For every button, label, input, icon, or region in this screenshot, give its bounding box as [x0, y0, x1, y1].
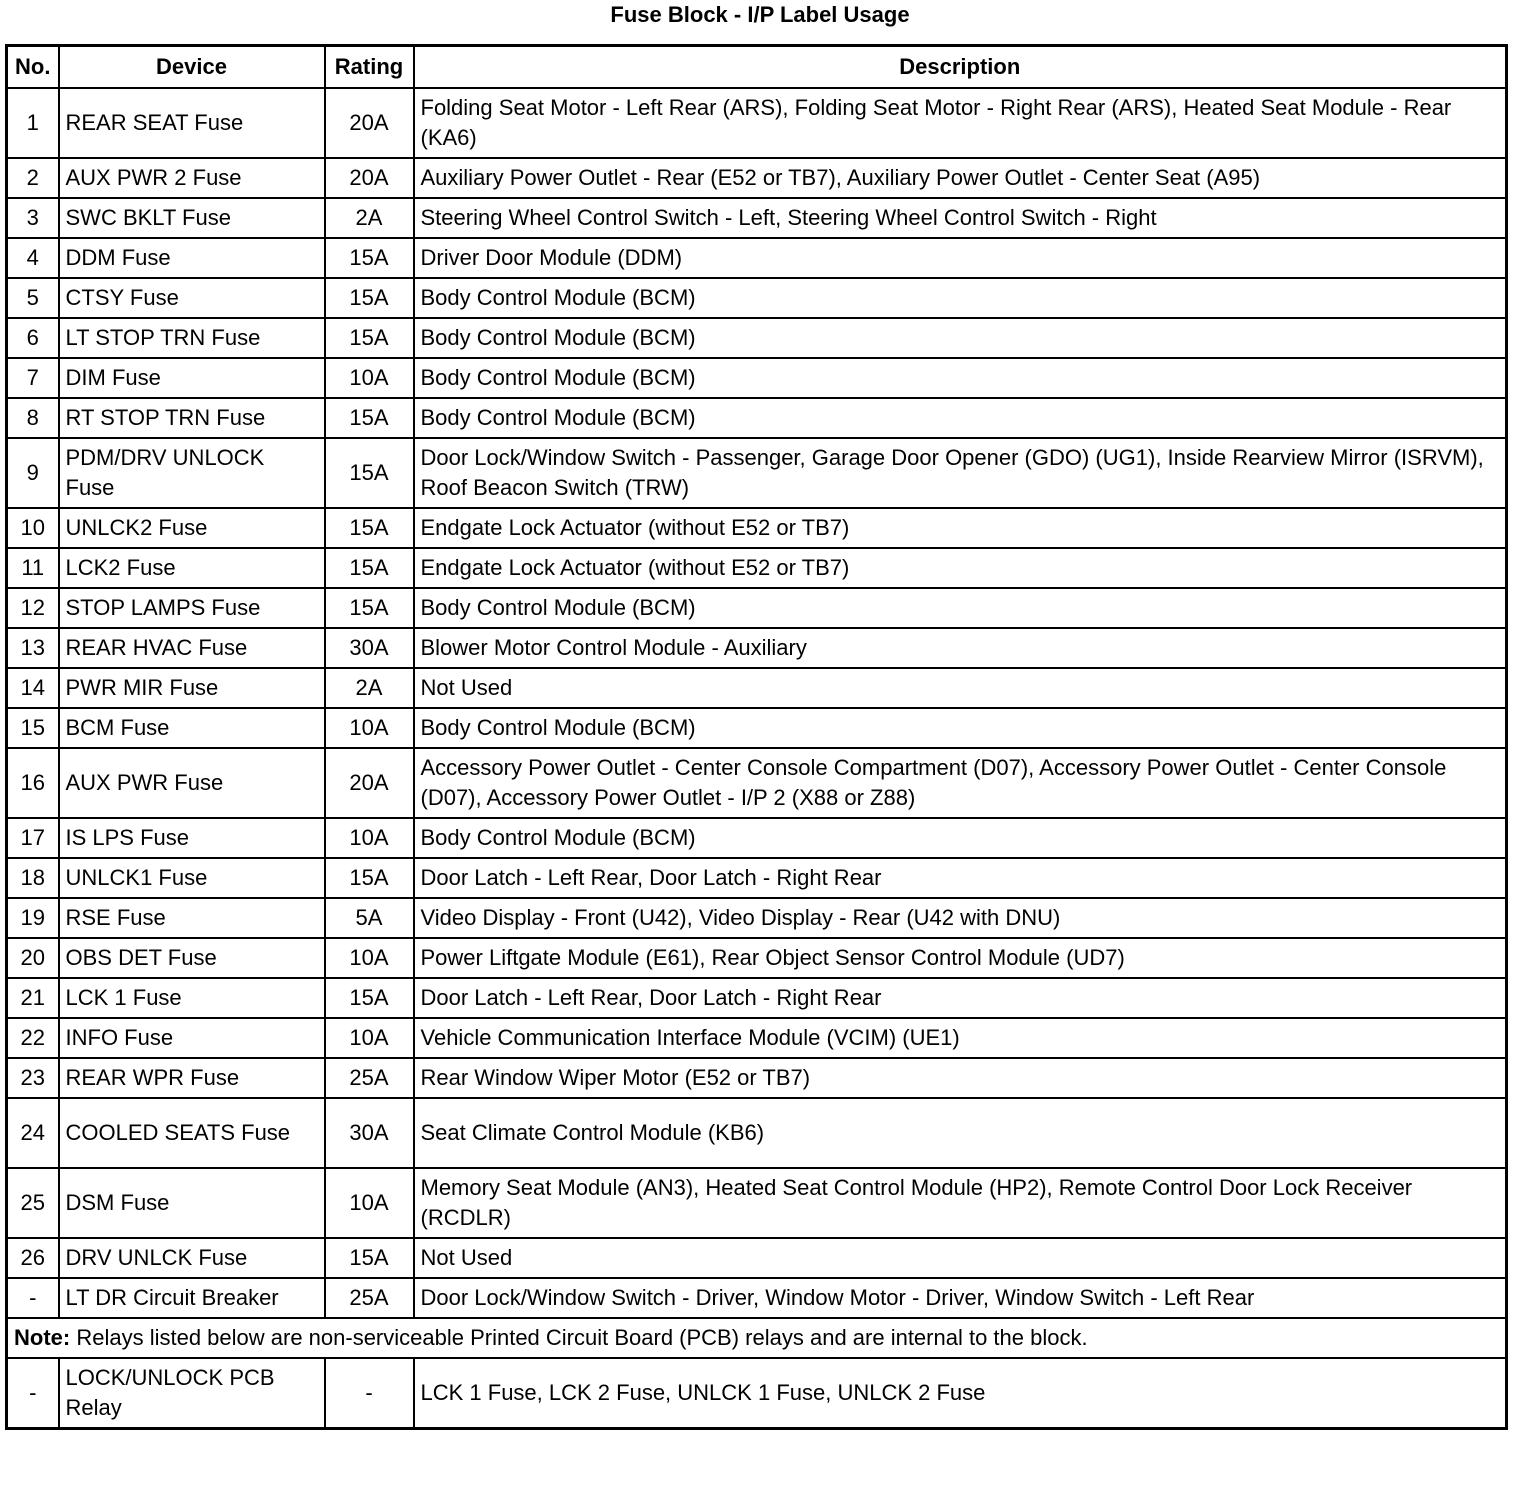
cell-device: PDM/DRV UNLOCK Fuse	[59, 438, 325, 508]
cell-description: Steering Wheel Control Switch - Left, Steering Wheel Control Switch - Right	[414, 198, 1507, 238]
cell-description: Video Display - Front (U42), Video Display - Rear (U42 with DNU)	[414, 898, 1507, 938]
table-row	[7, 978, 1507, 1018]
cell-no: 8	[7, 398, 59, 438]
cell-description: Body Control Module (BCM)	[414, 818, 1507, 858]
cell-no: 14	[7, 668, 59, 708]
note-label: Note:	[14, 1325, 71, 1350]
table-row	[7, 1238, 1507, 1278]
table-row	[7, 1278, 1507, 1318]
cell-device: COOLED SEATS Fuse	[59, 1098, 325, 1168]
header-row	[7, 46, 1507, 89]
table-row	[7, 548, 1507, 588]
cell-no: 16	[7, 748, 59, 818]
cell-rating: 2A	[325, 668, 414, 708]
cell-no: 21	[7, 978, 59, 1018]
cell-no: 6	[7, 318, 59, 358]
cell-device: SWC BKLT Fuse	[59, 198, 325, 238]
cell-description: Body Control Module (BCM)	[414, 278, 1507, 318]
header-no: No.	[7, 46, 59, 89]
cell-no: 7	[7, 358, 59, 398]
cell-description: Body Control Module (BCM)	[414, 358, 1507, 398]
cell-no: 18	[7, 858, 59, 898]
cell-description: Door Latch - Left Rear, Door Latch - Right Rear	[414, 978, 1507, 1018]
cell-description: LCK 1 Fuse, LCK 2 Fuse, UNLCK 1 Fuse, UNLCK 2 Fuse	[414, 1358, 1507, 1429]
cell-device: DSM Fuse	[59, 1168, 325, 1238]
cell-no: 17	[7, 818, 59, 858]
cell-description: Endgate Lock Actuator (without E52 or TB7)	[414, 508, 1507, 548]
cell-no: 10	[7, 508, 59, 548]
cell-no: 12	[7, 588, 59, 628]
cell-rating: 15A	[325, 978, 414, 1018]
cell-description: Not Used	[414, 1238, 1507, 1278]
note-row	[7, 1318, 1507, 1358]
cell-no: 4	[7, 238, 59, 278]
table-row	[7, 898, 1507, 938]
cell-device: CTSY Fuse	[59, 278, 325, 318]
cell-description: Rear Window Wiper Motor (E52 or TB7)	[414, 1058, 1507, 1098]
cell-rating: 15A	[325, 858, 414, 898]
table-row	[7, 438, 1507, 508]
table-row	[7, 358, 1507, 398]
cell-description: Door Lock/Window Switch - Passenger, Garage Door Opener (GDO) (UG1), Inside Rearview Mirror (ISRVM), Roof Beacon Switch (TRW)	[414, 438, 1507, 508]
cell-device: DIM Fuse	[59, 358, 325, 398]
cell-rating: 30A	[325, 628, 414, 668]
table-row	[7, 398, 1507, 438]
cell-no: 15	[7, 708, 59, 748]
cell-description: Body Control Module (BCM)	[414, 318, 1507, 358]
cell-device: RT STOP TRN Fuse	[59, 398, 325, 438]
cell-rating: 10A	[325, 1168, 414, 1238]
cell-description: Body Control Module (BCM)	[414, 708, 1507, 748]
cell-no: 19	[7, 898, 59, 938]
cell-device: BCM Fuse	[59, 708, 325, 748]
cell-description: Door Lock/Window Switch - Driver, Window Motor - Driver, Window Switch - Left Rear	[414, 1278, 1507, 1318]
cell-rating: 20A	[325, 158, 414, 198]
note-cell	[7, 1318, 1507, 1358]
cell-description: Folding Seat Motor - Left Rear (ARS), Folding Seat Motor - Right Rear (ARS), Heated Seat Module - Rear (KA6)	[414, 88, 1507, 158]
cell-no: 9	[7, 438, 59, 508]
cell-description: Door Latch - Left Rear, Door Latch - Right Rear	[414, 858, 1507, 898]
cell-no: 1	[7, 88, 59, 158]
cell-rating: 20A	[325, 88, 414, 158]
cell-device: DRV UNLCK Fuse	[59, 1238, 325, 1278]
table-row	[7, 508, 1507, 548]
cell-rating: 10A	[325, 358, 414, 398]
cell-no: 24	[7, 1098, 59, 1168]
table-row	[7, 1018, 1507, 1058]
cell-rating: 25A	[325, 1278, 414, 1318]
table-row	[7, 1098, 1507, 1168]
table-row	[7, 238, 1507, 278]
cell-device: LOCK/UNLOCK PCB Relay	[59, 1358, 325, 1429]
cell-rating: 15A	[325, 278, 414, 318]
cell-no: 2	[7, 158, 59, 198]
cell-device: LCK 1 Fuse	[59, 978, 325, 1018]
relay-row	[7, 1358, 1507, 1429]
cell-device: LT STOP TRN Fuse	[59, 318, 325, 358]
cell-device: REAR SEAT Fuse	[59, 88, 325, 158]
cell-rating: 15A	[325, 438, 414, 508]
cell-description: Not Used	[414, 668, 1507, 708]
cell-device: DDM Fuse	[59, 238, 325, 278]
cell-rating: 30A	[325, 1098, 414, 1168]
table-row	[7, 708, 1507, 748]
cell-rating: 15A	[325, 588, 414, 628]
cell-description: Body Control Module (BCM)	[414, 588, 1507, 628]
cell-description: Body Control Module (BCM)	[414, 398, 1507, 438]
cell-description: Blower Motor Control Module - Auxiliary	[414, 628, 1507, 668]
cell-rating: 5A	[325, 898, 414, 938]
table-row	[7, 668, 1507, 708]
cell-rating: 2A	[325, 198, 414, 238]
cell-rating: 15A	[325, 548, 414, 588]
cell-no: 11	[7, 548, 59, 588]
cell-rating: 10A	[325, 708, 414, 748]
header-rating: Rating	[325, 46, 414, 89]
cell-no: 26	[7, 1238, 59, 1278]
cell-rating: 15A	[325, 318, 414, 358]
table-row	[7, 1058, 1507, 1098]
cell-no: 22	[7, 1018, 59, 1058]
cell-no: 25	[7, 1168, 59, 1238]
table-row	[7, 628, 1507, 668]
cell-description: Endgate Lock Actuator (without E52 or TB7)	[414, 548, 1507, 588]
cell-description: Power Liftgate Module (E61), Rear Object Sensor Control Module (UD7)	[414, 938, 1507, 978]
cell-device: REAR WPR Fuse	[59, 1058, 325, 1098]
table-row	[7, 88, 1507, 158]
header-device: Device	[59, 46, 325, 89]
cell-no: 13	[7, 628, 59, 668]
table-row	[7, 158, 1507, 198]
page-title: Fuse Block - I/P Label Usage	[610, 2, 910, 27]
cell-rating: 15A	[325, 508, 414, 548]
cell-description: Driver Door Module (DDM)	[414, 238, 1507, 278]
cell-rating: -	[325, 1358, 414, 1429]
cell-rating: 20A	[325, 748, 414, 818]
cell-device: AUX PWR 2 Fuse	[59, 158, 325, 198]
table-row	[7, 318, 1507, 358]
cell-no: 20	[7, 938, 59, 978]
cell-no: 23	[7, 1058, 59, 1098]
cell-description: Memory Seat Module (AN3), Heated Seat Control Module (HP2), Remote Control Door Lock Receiver (RCDLR)	[414, 1168, 1507, 1238]
cell-no: -	[7, 1358, 59, 1429]
cell-no: -	[7, 1278, 59, 1318]
cell-no: 3	[7, 198, 59, 238]
cell-description: Seat Climate Control Module (KB6)	[414, 1098, 1507, 1168]
cell-device: LCK2 Fuse	[59, 548, 325, 588]
header-description: Description	[414, 46, 1507, 89]
cell-device: UNLCK1 Fuse	[59, 858, 325, 898]
cell-rating: 10A	[325, 818, 414, 858]
note-text: Relays listed below are non-serviceable Printed Circuit Board (PCB) relays and are internal to the block.	[70, 1325, 1088, 1350]
cell-rating: 15A	[325, 398, 414, 438]
table-row	[7, 938, 1507, 978]
table-row	[7, 278, 1507, 318]
cell-description: Accessory Power Outlet - Center Console Compartment (D07), Accessory Power Outlet - Center Console (D07), Accessory Power Outlet - I/P 2 (X88 or Z88)	[414, 748, 1507, 818]
cell-device: PWR MIR Fuse	[59, 668, 325, 708]
cell-rating: 15A	[325, 238, 414, 278]
cell-device: AUX PWR Fuse	[59, 748, 325, 818]
table-row	[7, 818, 1507, 858]
cell-device: LT DR Circuit Breaker	[59, 1278, 325, 1318]
cell-device: UNLCK2 Fuse	[59, 508, 325, 548]
cell-rating: 25A	[325, 1058, 414, 1098]
cell-rating: 10A	[325, 938, 414, 978]
cell-rating: 10A	[325, 1018, 414, 1058]
cell-device: RSE Fuse	[59, 898, 325, 938]
cell-no: 5	[7, 278, 59, 318]
table-row	[7, 858, 1507, 898]
table-row	[7, 198, 1507, 238]
cell-description: Auxiliary Power Outlet - Rear (E52 or TB7), Auxiliary Power Outlet - Center Seat (A95)	[414, 158, 1507, 198]
cell-device: IS LPS Fuse	[59, 818, 325, 858]
cell-description: Vehicle Communication Interface Module (VCIM) (UE1)	[414, 1018, 1507, 1058]
cell-device: INFO Fuse	[59, 1018, 325, 1058]
table-row	[7, 748, 1507, 818]
fuse-table	[5, 44, 1508, 1430]
table-row	[7, 588, 1507, 628]
cell-device: OBS DET Fuse	[59, 938, 325, 978]
cell-device: STOP LAMPS Fuse	[59, 588, 325, 628]
cell-device: REAR HVAC Fuse	[59, 628, 325, 668]
cell-rating: 15A	[325, 1238, 414, 1278]
table-row	[7, 1168, 1507, 1238]
